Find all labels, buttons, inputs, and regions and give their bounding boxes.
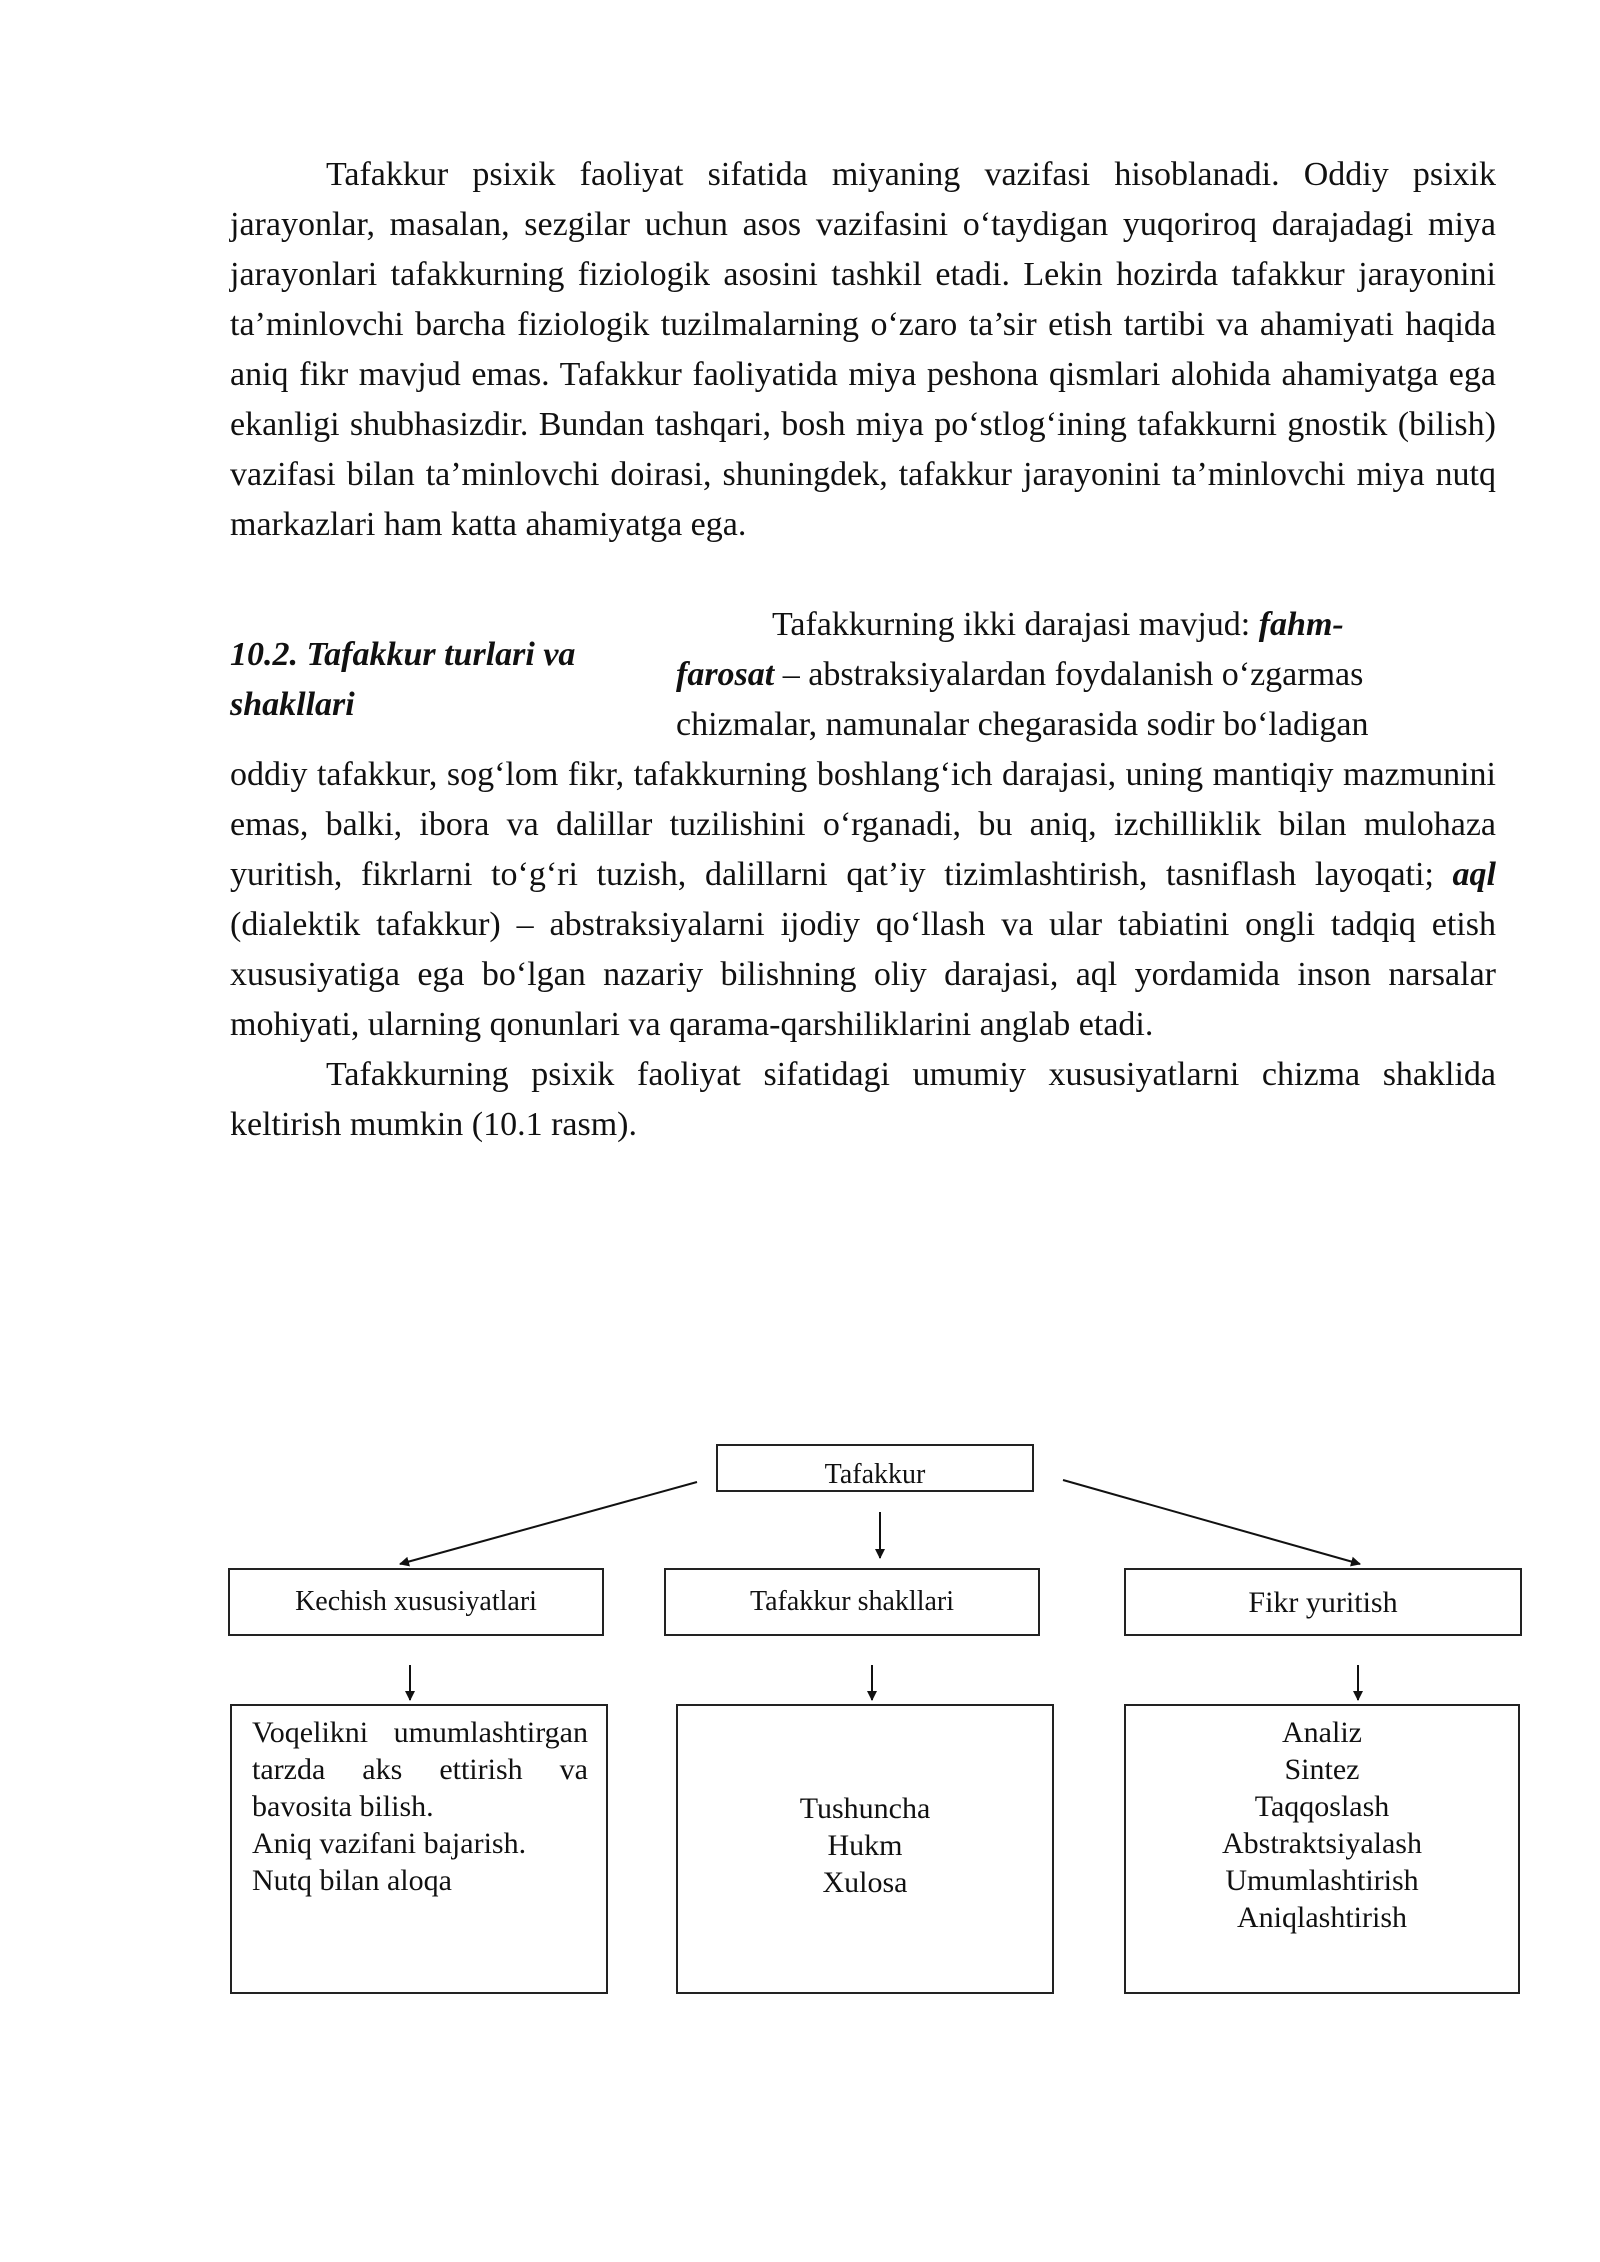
arrow-root-right — [1063, 1480, 1360, 1564]
detail-3-item-3: Taqqoslash — [1254, 1790, 1390, 1823]
detail-3-item-1: Analiz — [1282, 1716, 1362, 1749]
arrow-root-left — [400, 1482, 697, 1564]
detail-3-item-2: Sintez — [1284, 1753, 1360, 1786]
detail-1-item-1: Voqelikni umumlashtirgan tarzda aks ettirish va bavosita bilish. — [252, 1716, 588, 1823]
detail-box-2 — [676, 1704, 1054, 1994]
term-farosat: farosat — [676, 656, 775, 693]
detail-box-1 — [230, 1704, 608, 1994]
branch-box-1 — [228, 1568, 604, 1636]
paragraph-3: Tafakkurning psixik faoliyat sifatidagi umumiy xususiyatlarni chizma shaklida keltirish mumkin (10.1 rasm). — [230, 1056, 1496, 1143]
branch-box-3 — [1124, 1568, 1522, 1636]
section-heading: 10.2. Tafakkur turlari va shakllari — [230, 636, 576, 723]
paragraph-2-text-1: Tafakkurning ikki darajasi mavjud: — [772, 606, 1259, 643]
branch-title-2: Tafakkur shakllari — [749, 1586, 955, 1617]
detail-3-item-4: Abstraktsiyalash — [1222, 1827, 1422, 1860]
branch-title-1: Kechish xususiyatlari — [295, 1586, 537, 1617]
root-box — [716, 1444, 1034, 1492]
detail-2-item-3: Xulosa — [822, 1866, 908, 1899]
detail-2-item-1: Tushuncha — [799, 1792, 931, 1825]
detail-box-3 — [1124, 1704, 1520, 1994]
detail-2-item-2: Hukm — [827, 1829, 903, 1862]
detail-1-item-2: Aniq vazifani bajarish. — [252, 1827, 527, 1860]
detail-1-item-3: Nutq bilan aloqa — [252, 1864, 452, 1897]
term-fahm: fahm- — [1258, 606, 1344, 643]
paragraph-2-text-3: oddiy tafakkur, sog‘lom fikr, tafakkurning boshlang‘ich darajasi, uning mantiqiy mazmunini emas, balki, ibora va dalillar tuzilishini o‘rganadi, bu aniq, izchilliklik bilan mulohaza yuritish, fikrlarni to‘g‘ri tuzish, dalillarni qat’iy tizimlashtirish, tasniflash layoqati; — [230, 756, 1496, 893]
paragraph-2-text-2: – abstraksiyalardan foydalanish o‘zgarmas — [774, 656, 1364, 693]
root-label: Tafakkur — [824, 1459, 926, 1490]
branch-title-3: Fikr yuritish — [1248, 1586, 1398, 1619]
paragraph-1: Tafakkur psixik faoliyat sifatida miyaning vazifasi hisoblanadi. Oddiy psixik jarayonlar, masalan, sezgilar uchun asos vazifasini o‘taydigan yuqoriroq darajadagi miya jarayonlari tafakkurning fiziologik asosini tashkil etadi. Lekin hozirda tafakkur jarayonini ta’minlovchi barcha fiziologik tuzilmalarning o‘zaro ta’sir etish tartibi va ahamiyati haqida aniq fikr mavjud emas. Tafakkur faoliyatida miya peshona qismlari alohida ahamiyatga ega ekanligi shubhasizdir. Bundan tashqari, bosh miya po‘stlog‘ining tafakkurni gnostik (bilish) vazifasi bilan ta’minlovchi doirasi, shuningdek, tafakkur jarayonini ta’minlovchi miya nutq markazlari ham katta ahamiyatga ega. — [230, 156, 1496, 543]
detail-3-item-6: Aniqlashtirish — [1237, 1901, 1407, 1934]
term-aql: aql — [1452, 856, 1496, 893]
detail-3-item-5: Umumlashtirish — [1225, 1864, 1419, 1897]
branch-box-2 — [664, 1568, 1040, 1636]
paragraph-2-text-4: (dialektik tafakkur) – abstraksiyalarni ijodiy qo‘llash va ular tabiatini ongli tadqiq etish xususiyatiga ega bo‘lgan nazariy bilishning oliy darajasi, aql yordamida inson narsalar mohiyati, ularning qonunlari va qarama-qarshiliklarini anglab etadi. — [230, 906, 1496, 1043]
paragraph-2-line-3: chizmalar, namunalar chegarasida sodir bo‘ladigan — [676, 706, 1369, 743]
